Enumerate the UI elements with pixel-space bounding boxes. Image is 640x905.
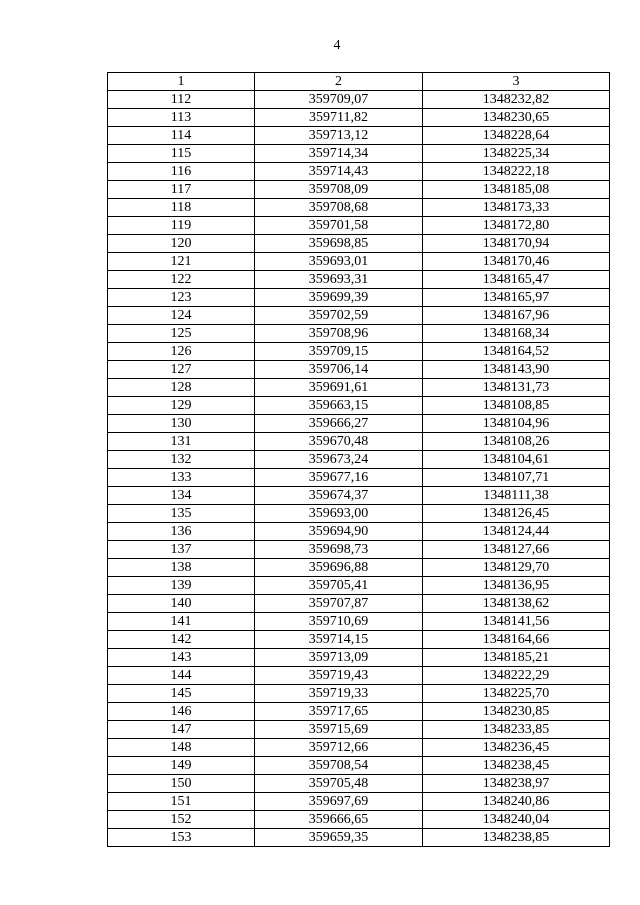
- page-number: 4: [333, 38, 341, 53]
- table-row: [108, 325, 610, 343]
- cell-x: 359714,34: [255, 145, 423, 163]
- table-row: [108, 289, 610, 307]
- cell-y: 1348138,62: [423, 595, 610, 613]
- cell-point-number: 146: [108, 703, 255, 721]
- table-row: [108, 307, 610, 325]
- table-row: [108, 235, 610, 253]
- cell-x: 359659,35: [255, 829, 423, 847]
- cell-point-number: 144: [108, 667, 255, 685]
- cell-point-number: 142: [108, 631, 255, 649]
- cell-x: 359693,01: [255, 253, 423, 271]
- cell-y: 1348104,96: [423, 415, 610, 433]
- cell-y: 1348108,26: [423, 433, 610, 451]
- table-row: [108, 667, 610, 685]
- cell-x: 359708,54: [255, 757, 423, 775]
- cell-point-number: 115: [108, 145, 255, 163]
- table-row: [108, 523, 610, 541]
- header-cell-point-number: 1: [108, 73, 255, 91]
- table-row: [108, 271, 610, 289]
- table-row: [108, 127, 610, 145]
- cell-y: 1348238,85: [423, 829, 610, 847]
- cell-x: 359699,39: [255, 289, 423, 307]
- cell-x: 359698,73: [255, 541, 423, 559]
- cell-x: 359713,12: [255, 127, 423, 145]
- cell-point-number: 129: [108, 397, 255, 415]
- cell-x: 359714,15: [255, 631, 423, 649]
- cell-y: 1348230,85: [423, 703, 610, 721]
- table-row: [108, 613, 610, 631]
- cell-point-number: 118: [108, 199, 255, 217]
- cell-point-number: 152: [108, 811, 255, 829]
- cell-x: 359709,15: [255, 343, 423, 361]
- cell-point-number: 148: [108, 739, 255, 757]
- cell-x: 359713,09: [255, 649, 423, 667]
- cell-y: 1348173,33: [423, 199, 610, 217]
- cell-x: 359717,65: [255, 703, 423, 721]
- table-row: [108, 145, 610, 163]
- cell-x: 359701,58: [255, 217, 423, 235]
- cell-y: 1348143,90: [423, 361, 610, 379]
- cell-y: 1348131,73: [423, 379, 610, 397]
- table-row: [108, 487, 610, 505]
- cell-y: 1348240,86: [423, 793, 610, 811]
- cell-point-number: 153: [108, 829, 255, 847]
- cell-point-number: 114: [108, 127, 255, 145]
- table-row: [108, 199, 610, 217]
- cell-point-number: 125: [108, 325, 255, 343]
- table-row: [108, 379, 610, 397]
- cell-point-number: 140: [108, 595, 255, 613]
- cell-x: 359666,27: [255, 415, 423, 433]
- cell-point-number: 150: [108, 775, 255, 793]
- cell-point-number: 151: [108, 793, 255, 811]
- table-row: [108, 469, 610, 487]
- cell-x: 359709,07: [255, 91, 423, 109]
- cell-y: 1348165,47: [423, 271, 610, 289]
- cell-y: 1348222,18: [423, 163, 610, 181]
- cell-point-number: 147: [108, 721, 255, 739]
- cell-point-number: 112: [108, 91, 255, 109]
- cell-point-number: 149: [108, 757, 255, 775]
- cell-point-number: 126: [108, 343, 255, 361]
- cell-y: 1348107,71: [423, 469, 610, 487]
- cell-x: 359691,61: [255, 379, 423, 397]
- cell-point-number: 136: [108, 523, 255, 541]
- table-row: [108, 433, 610, 451]
- table-row: [108, 253, 610, 271]
- cell-point-number: 139: [108, 577, 255, 595]
- cell-y: 1348238,97: [423, 775, 610, 793]
- cell-y: 1348222,29: [423, 667, 610, 685]
- table-row: [108, 757, 610, 775]
- cell-x: 359715,69: [255, 721, 423, 739]
- cell-point-number: 145: [108, 685, 255, 703]
- cell-point-number: 134: [108, 487, 255, 505]
- table-row: [108, 361, 610, 379]
- table-row: [108, 415, 610, 433]
- cell-x: 359714,43: [255, 163, 423, 181]
- cell-y: 1348233,85: [423, 721, 610, 739]
- cell-y: 1348126,45: [423, 505, 610, 523]
- cell-point-number: 137: [108, 541, 255, 559]
- table-row: [108, 775, 610, 793]
- cell-y: 1348172,80: [423, 217, 610, 235]
- table-row: [108, 577, 610, 595]
- table-row: [108, 505, 610, 523]
- cell-point-number: 138: [108, 559, 255, 577]
- cell-point-number: 123: [108, 289, 255, 307]
- cell-x: 359663,15: [255, 397, 423, 415]
- header-row: [108, 73, 610, 91]
- cell-point-number: 119: [108, 217, 255, 235]
- cell-x: 359711,82: [255, 109, 423, 127]
- cell-x: 359708,09: [255, 181, 423, 199]
- table-row: [108, 829, 610, 847]
- cell-x: 359705,48: [255, 775, 423, 793]
- cell-point-number: 122: [108, 271, 255, 289]
- cell-y: 1348240,04: [423, 811, 610, 829]
- cell-y: 1348225,34: [423, 145, 610, 163]
- cell-y: 1348108,85: [423, 397, 610, 415]
- cell-y: 1348127,66: [423, 541, 610, 559]
- table-row: [108, 793, 610, 811]
- cell-x: 359710,69: [255, 613, 423, 631]
- cell-x: 359693,31: [255, 271, 423, 289]
- cell-y: 1348170,94: [423, 235, 610, 253]
- header-cell-y: 3: [423, 73, 610, 91]
- header-cell-x: 2: [255, 73, 423, 91]
- table-row: [108, 451, 610, 469]
- cell-x: 359674,37: [255, 487, 423, 505]
- cell-x: 359705,41: [255, 577, 423, 595]
- table-row: [108, 811, 610, 829]
- cell-point-number: 132: [108, 451, 255, 469]
- table-row: [108, 181, 610, 199]
- cell-y: 1348228,64: [423, 127, 610, 145]
- table-row: [108, 649, 610, 667]
- cell-y: 1348225,70: [423, 685, 610, 703]
- cell-point-number: 135: [108, 505, 255, 523]
- cell-point-number: 130: [108, 415, 255, 433]
- cell-point-number: 117: [108, 181, 255, 199]
- table-row: [108, 721, 610, 739]
- table-body: [108, 91, 610, 847]
- table-header: [108, 73, 610, 91]
- table-row: [108, 739, 610, 757]
- cell-point-number: 133: [108, 469, 255, 487]
- cell-y: 1348164,66: [423, 631, 610, 649]
- cell-x: 359670,48: [255, 433, 423, 451]
- table-row: [108, 703, 610, 721]
- cell-x: 359666,65: [255, 811, 423, 829]
- cell-x: 359673,24: [255, 451, 423, 469]
- cell-y: 1348167,96: [423, 307, 610, 325]
- cell-y: 1348141,56: [423, 613, 610, 631]
- cell-y: 1348170,46: [423, 253, 610, 271]
- table-row: [108, 109, 610, 127]
- cell-point-number: 141: [108, 613, 255, 631]
- cell-point-number: 116: [108, 163, 255, 181]
- cell-y: 1348238,45: [423, 757, 610, 775]
- table-row: [108, 397, 610, 415]
- table-row: [108, 631, 610, 649]
- table-row: [108, 217, 610, 235]
- cell-y: 1348232,82: [423, 91, 610, 109]
- cell-y: 1348164,52: [423, 343, 610, 361]
- table-row: [108, 163, 610, 181]
- cell-x: 359707,87: [255, 595, 423, 613]
- table-row: [108, 343, 610, 361]
- cell-y: 1348185,08: [423, 181, 610, 199]
- cell-point-number: 131: [108, 433, 255, 451]
- cell-y: 1348111,38: [423, 487, 610, 505]
- cell-x: 359708,68: [255, 199, 423, 217]
- coordinates-table: [107, 72, 610, 847]
- cell-x: 359708,96: [255, 325, 423, 343]
- cell-y: 1348136,95: [423, 577, 610, 595]
- table-row: [108, 559, 610, 577]
- cell-y: 1348168,34: [423, 325, 610, 343]
- cell-x: 359698,85: [255, 235, 423, 253]
- table-row: [108, 685, 610, 703]
- cell-y: 1348129,70: [423, 559, 610, 577]
- cell-y: 1348185,21: [423, 649, 610, 667]
- table-row: [108, 91, 610, 109]
- cell-point-number: 128: [108, 379, 255, 397]
- cell-x: 359706,14: [255, 361, 423, 379]
- cell-x: 359697,69: [255, 793, 423, 811]
- table-row: [108, 541, 610, 559]
- cell-x: 359719,43: [255, 667, 423, 685]
- cell-y: 1348104,61: [423, 451, 610, 469]
- cell-x: 359696,88: [255, 559, 423, 577]
- cell-y: 1348236,45: [423, 739, 610, 757]
- cell-x: 359694,90: [255, 523, 423, 541]
- cell-point-number: 121: [108, 253, 255, 271]
- cell-y: 1348165,97: [423, 289, 610, 307]
- cell-x: 359677,16: [255, 469, 423, 487]
- table-row: [108, 595, 610, 613]
- cell-point-number: 127: [108, 361, 255, 379]
- cell-x: 359702,59: [255, 307, 423, 325]
- cell-y: 1348230,65: [423, 109, 610, 127]
- cell-x: 359719,33: [255, 685, 423, 703]
- cell-point-number: 124: [108, 307, 255, 325]
- cell-x: 359693,00: [255, 505, 423, 523]
- cell-point-number: 113: [108, 109, 255, 127]
- cell-point-number: 143: [108, 649, 255, 667]
- cell-y: 1348124,44: [423, 523, 610, 541]
- cell-x: 359712,66: [255, 739, 423, 757]
- cell-point-number: 120: [108, 235, 255, 253]
